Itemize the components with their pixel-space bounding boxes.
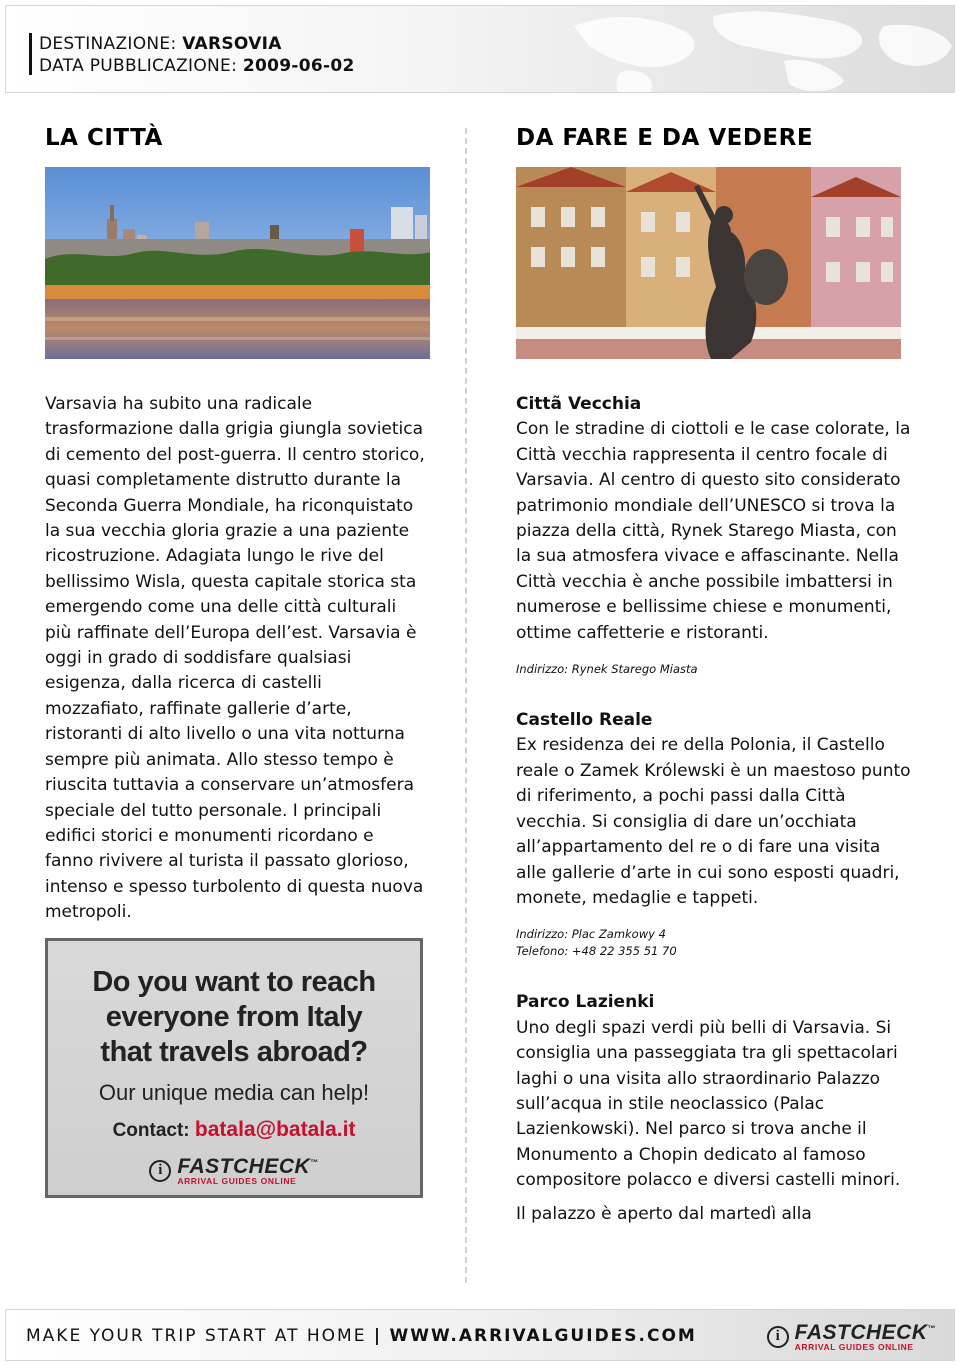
attraction-title: Cittã Vecchia — [516, 394, 642, 414]
attraction-phone: Telefono: +48 22 355 51 70 — [516, 944, 677, 959]
fastcheck-logo — [48, 1156, 420, 1186]
destination-value: VARSOVIA — [182, 34, 282, 54]
publication-date-line — [39, 56, 355, 76]
city-heading: LA CITTÀ — [45, 125, 163, 151]
footer-url-link[interactable]: WWW.ARRIVALGUIDES.COM — [389, 1326, 697, 1346]
date-label: DATA PUBBLICAZIONE: — [39, 56, 238, 76]
ad-headline-line-2: everyone from Italy — [105, 1001, 363, 1033]
footer-separator: | — [373, 1326, 383, 1346]
ad-headline-line-1: Do you want to reach — [92, 966, 376, 998]
logo-sub-text: ARRIVAL GUIDES ONLINE — [794, 1342, 914, 1352]
attraction-text: Ex residenza dei re della Polonia, il Castello reale o Zamek Królewski è un maestoso punto di riferimento, a pochi passi dalla Città vecchia. Si consiglia di dare un’occhiata all’appartamento del re o di fare una visita alle gallerie d’arte in cui sono esposti quadri, monete, medaglie e tappeti. — [516, 735, 911, 908]
attraction-royal-castle — [516, 708, 911, 960]
logo-trademark: ™ — [927, 1324, 936, 1333]
logo-main-text: FASTCHECK — [794, 1321, 928, 1344]
footer-text — [26, 1326, 697, 1346]
attraction-title: Parco Lazienki — [516, 992, 655, 1013]
attraction-address: Indirizzo: Plac Zamkowy 4 — [516, 927, 666, 942]
header-accent-bar — [29, 33, 32, 75]
page-header — [5, 5, 955, 93]
info-icon: i — [767, 1326, 789, 1348]
page-footer — [5, 1309, 955, 1361]
ad-contact-email-link[interactable]: batala@batala.it — [194, 1118, 356, 1141]
ad-contact-label: Contact: — [112, 1120, 190, 1141]
logo-main-text: FASTCHECK — [177, 1155, 311, 1178]
attraction-old-town — [516, 392, 911, 678]
ad-headline-line-3: that travels abroad? — [100, 1036, 368, 1068]
attraction-text: Uno degli spazi verdi più belli di Varsavia. Si consiglia una passeggiata tra gli spettacolari laghi o una visita allo straordinario Palazzo sull’acqua in stile neoclassico (Palac Lazienkowski). Nel parco si trova anche il Monumento a Chopin dedicato al famoso compositore polacco e diversi castelli minori. — [516, 1017, 901, 1191]
info-icon: i — [149, 1160, 171, 1182]
old-town-mermaid-photo — [516, 167, 901, 359]
footer-fastcheck-logo — [767, 1322, 936, 1352]
column-divider — [465, 128, 467, 1283]
city-description: Varsavia ha subito una radicale trasformazione dalla grigia giungla sovietica di cemento del post-guerra. Il centro storico, quasi completamente distrutto durante la Seconda Guerra Mondiale, ha riconquistato la sua vecchia gloria grazie a una paziente ricostruzione. Adagiata lungo le rive del bellissimo Wisla, questa capitale storica sta emergendo come una delle città culturali più raffinate dell’Europa dell’est. Varsavia è oggi in grado di soddisfare qualsiasi esigenza, dalla ricerca di castelli mozzafiato, raffinate gallerie d’arte, ristoranti di alto livello o una vita notturna sempre più animata. Allo stesso tempo è riuscita tuttavia a conservare un’atmosfera speciale del tutto personale. I principali edifici storici e monumenti ricordano e fanno rivivere al turista il passato glorioso, intenso e spesso turbolento di questa nuova metropoli. — [45, 394, 425, 923]
attraction-text: Con le stradine di ciottoli e le case colorate, la Città vecchia rappresenta il centro focale di Varsavia. Al centro di questo sito considerato patrimonio mondiale dell’UNESCO si trova la piazza della città, Rynek Starego Miasta, con la sua atmosfera vivace e affascinante. Nella Città vecchia è anche possibile imbattersi in numerose e bellissime chiese e monumenti, ottime caffetterie e ristoranti. — [516, 419, 911, 643]
logo-trademark: ™ — [310, 1158, 319, 1167]
attraction-address: Indirizzo: Rynek Starego Miasta — [516, 662, 698, 677]
ad-contact — [48, 1118, 420, 1142]
destination-label: DESTINAZIONE: — [39, 34, 177, 54]
attraction-lazienki-park — [516, 990, 911, 1227]
things-to-do-heading: DA FARE E DA VEDERE — [516, 125, 814, 151]
destination-line — [39, 34, 282, 54]
date-value: 2009-06-02 — [242, 56, 355, 76]
advertisement-box[interactable] — [45, 938, 423, 1198]
attraction-text-continued: Il palazzo è aperto dal martedì alla — [516, 1203, 812, 1224]
footer-tagline: MAKE YOUR TRIP START AT HOME — [26, 1326, 367, 1346]
world-map-decoration — [534, 6, 954, 93]
attraction-title: Castello Reale — [516, 710, 653, 731]
warsaw-skyline-photo — [45, 167, 430, 359]
ad-subline: Our unique media can help! — [98, 1080, 370, 1105]
logo-sub-text: ARRIVAL GUIDES ONLINE — [177, 1176, 297, 1186]
ad-headline — [48, 965, 420, 1070]
attractions-column — [516, 392, 911, 1257]
